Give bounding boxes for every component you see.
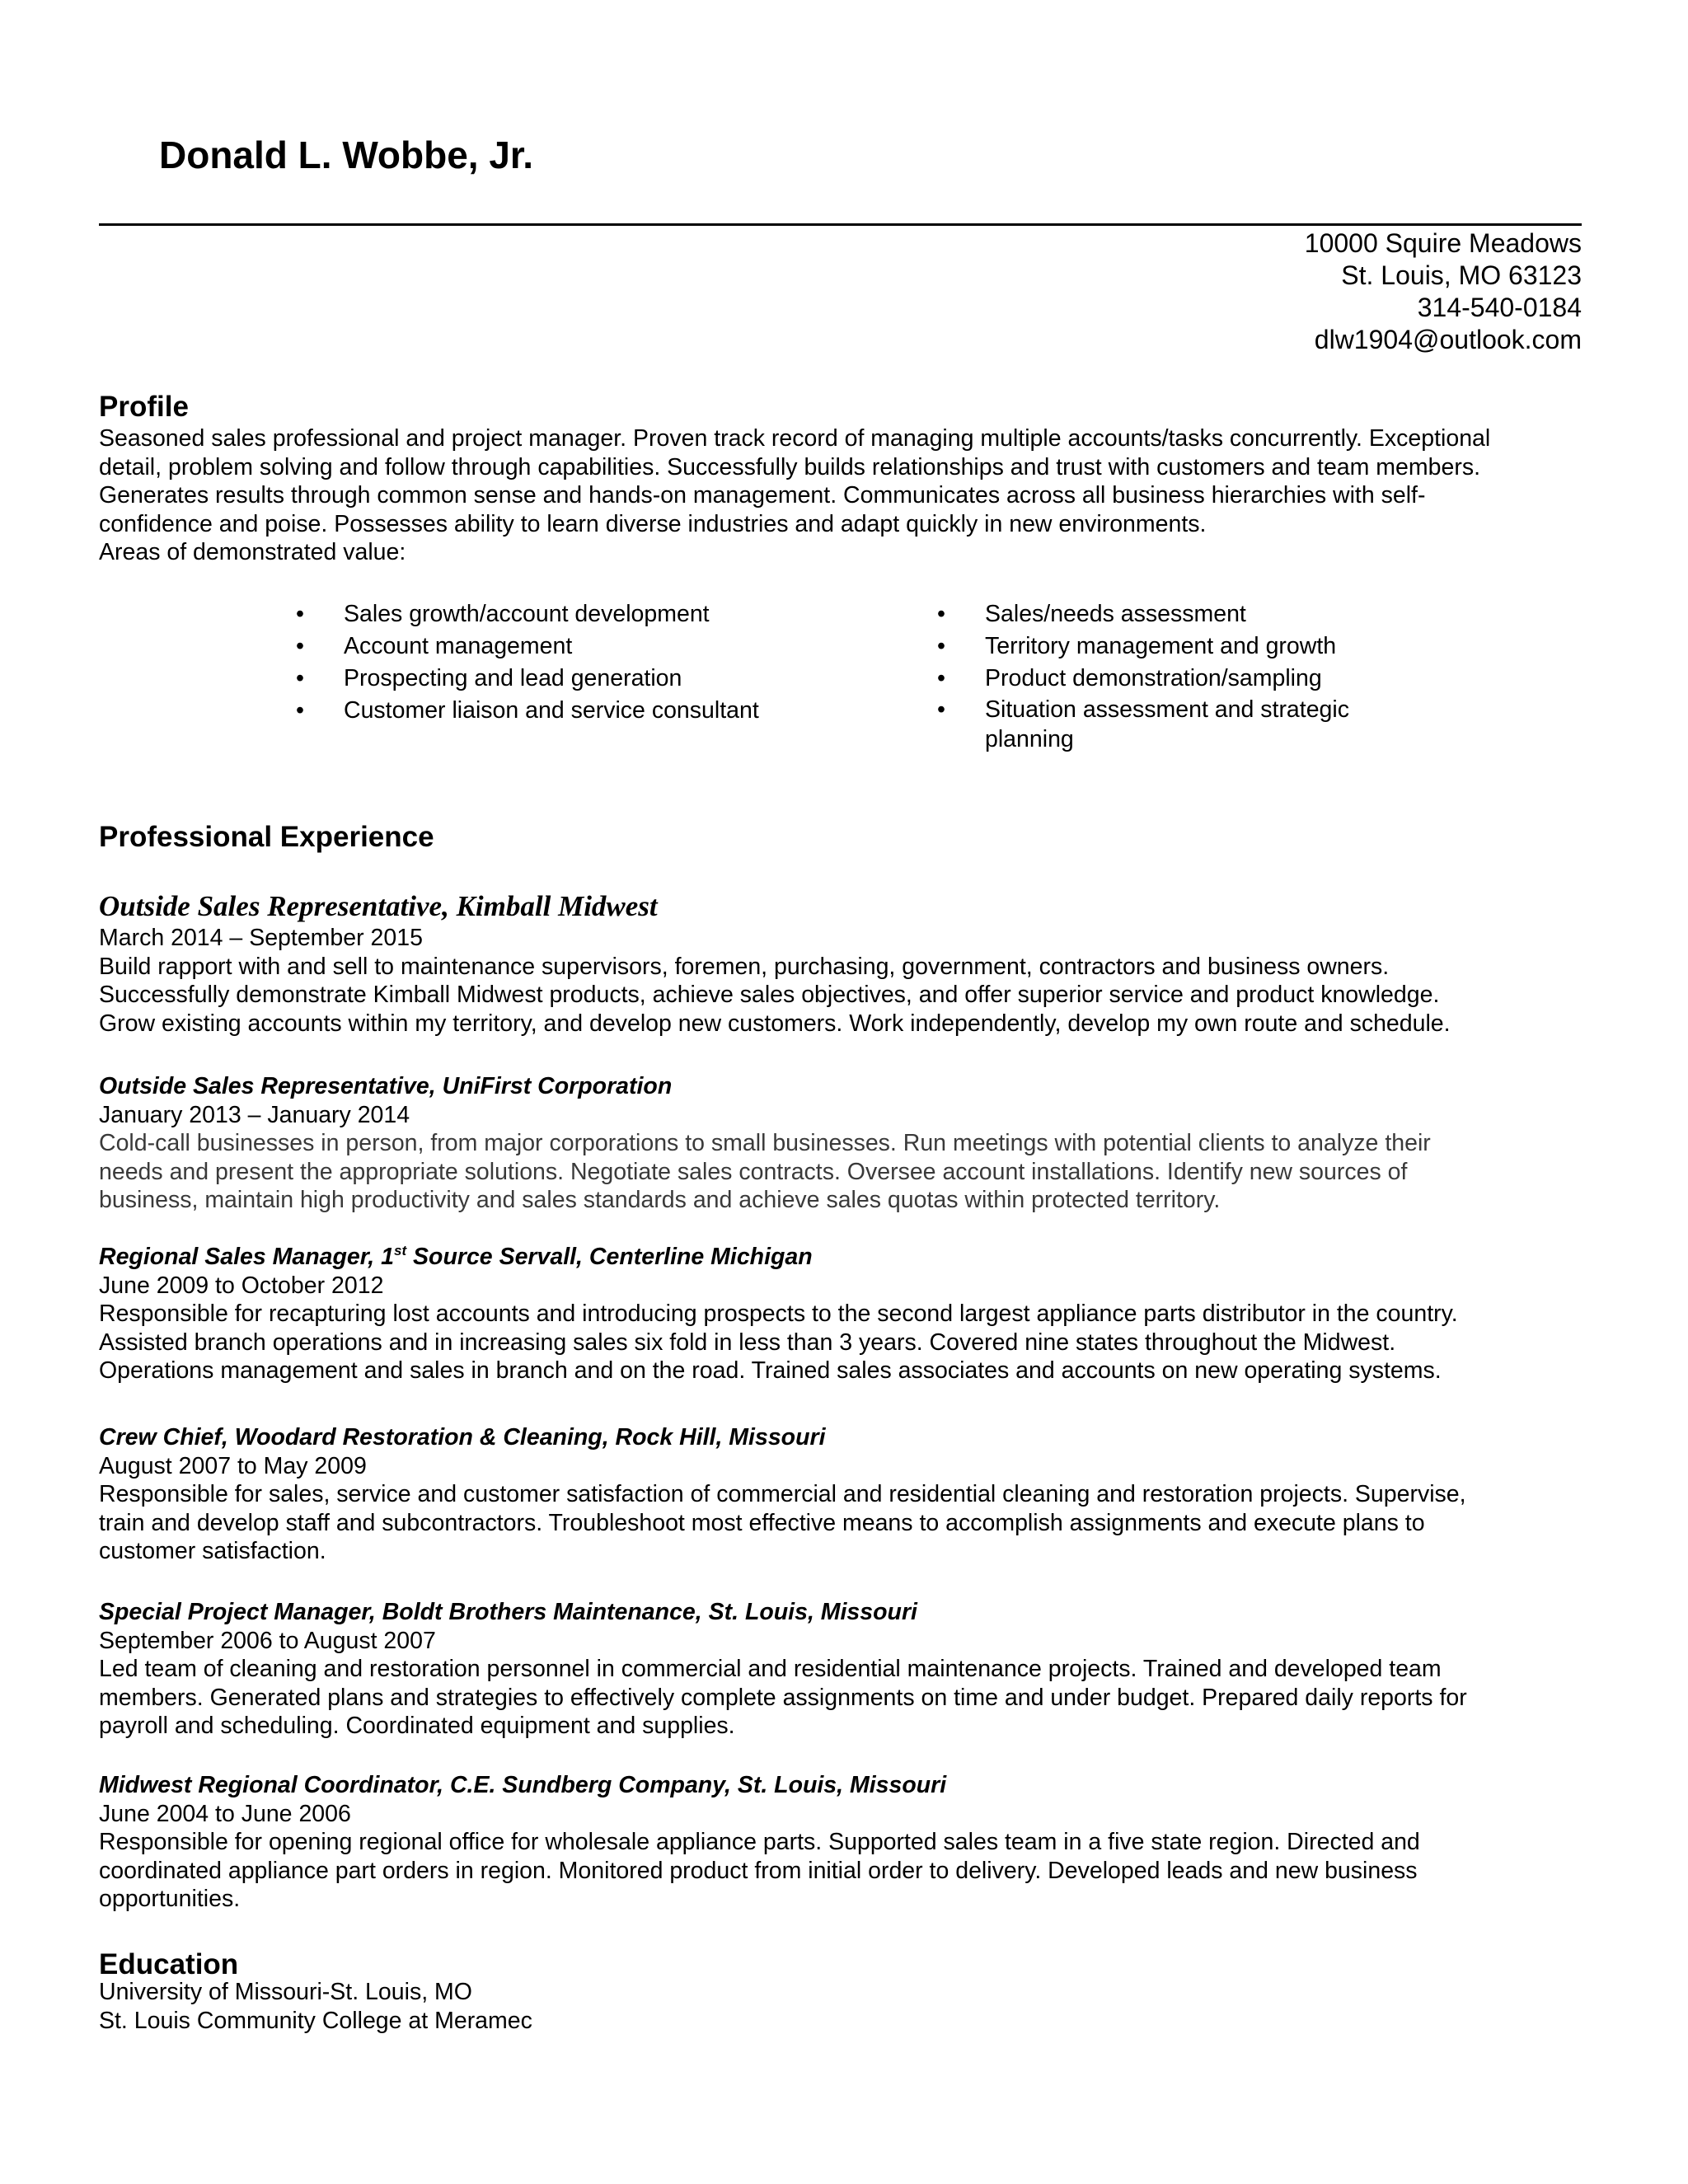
bullet-icon: • <box>937 633 945 659</box>
bullet-icon: • <box>296 697 304 724</box>
list-item: • Sales/needs assessment <box>985 598 1349 630</box>
job-entry <box>99 1598 1582 1741</box>
job-entry <box>99 1243 1582 1385</box>
areas-label: Areas of demonstrated value: <box>99 539 406 565</box>
education-list <box>99 1978 532 2035</box>
job-description: Build rapport with and sell to maintenance supervisors, foremen, purchasing, government, contractors and business owners. Successfully demonstrate Kimball Midwest products, achieve sales objectives, and offer superior service and product knowledge. Grow existing accounts within my territory, and develop new customers. Work independently, develop my own route and schedule. <box>99 953 1451 1037</box>
contact-street: 10000 Squire Meadows <box>1304 228 1582 258</box>
contact-block <box>1305 227 1582 356</box>
job-dates: September 2006 to August 2007 <box>99 1627 436 1654</box>
job-description: Responsible for sales, service and customer satisfaction of commercial and residential cleaning and restoration projects. Supervise, train and develop staff and subcontractors. Troubleshoot most effective means to accomplish assignments and execute plans to customer satisfaction. <box>99 1481 1466 1564</box>
bullet-icon: • <box>937 696 945 723</box>
list-item: • Situation assessment and strategic planning <box>937 696 1349 752</box>
bullet-icon: • <box>937 601 945 627</box>
school-name: University of Missouri-St. Louis, MO <box>99 1979 472 2005</box>
profile-line: Generates results through common sense and hands-on management. Communicates across all business hierarchies with self- <box>99 482 1426 509</box>
job-description: Responsible for opening regional office for wholesale appliance parts. Supported sales team in a five state region. Directed and coordinated appliance part orders in region. Monitored product from initial order to delivery. Developed leads and new business opportunities. <box>99 1829 1420 1912</box>
profile-summary <box>99 424 1582 567</box>
areas-list-right <box>937 598 1349 754</box>
list-item: • Customer liaison and service consultant <box>344 695 759 727</box>
education-heading: Education <box>99 1948 239 1980</box>
header-divider <box>99 223 1582 226</box>
job-title: Midwest Regional Coordinator, C.E. Sundberg Company, St. Louis, Missouri <box>99 1772 947 1798</box>
school-name: St. Louis Community College at Meramec <box>99 2007 532 2034</box>
job-dates: March 2014 – September 2015 <box>99 925 423 951</box>
experience-heading: Professional Experience <box>99 821 434 853</box>
contact-city: St. Louis, MO 63123 <box>1341 260 1582 290</box>
list-item: • Territory management and growth <box>985 630 1349 663</box>
job-dates: June 2009 to October 2012 <box>99 1272 384 1299</box>
job-title: Outside Sales Representative, UniFirst Corporation <box>99 1073 673 1099</box>
bullet-icon: • <box>296 601 304 627</box>
job-entry <box>99 1072 1582 1215</box>
list-item: • Sales growth/account development <box>344 598 759 630</box>
job-description: Led team of cleaning and restoration personnel in commercial and residential maintenance projects. Trained and developed team members. Generated plans and strategies to effectively complete assignments on time and under budget. Prepared daily reports for payroll and scheduling. Coordinated equipment and supplies. <box>99 1656 1467 1739</box>
list-item: • Prospecting and lead generation <box>344 663 759 695</box>
job-dates: June 2004 to June 2006 <box>99 1800 351 1827</box>
job-description: Responsible for recapturing lost accounts and introducing prospects to the second largest appliance parts distributor in the country. Assisted branch operations and in increasing sales six fold in less than 3 years. Covered nine states throughout the Midwest. Operations management and sales in branch and on the road. Trained sales associates and accounts on new operating systems. <box>99 1301 1458 1384</box>
job-title: Outside Sales Representative, Kimball Midwest <box>99 890 658 922</box>
candidate-name: Donald L. Wobbe, Jr. <box>159 134 534 176</box>
list-item: • Product demonstration/sampling <box>985 663 1349 695</box>
job-title: Regional Sales Manager, 1st Source Servall, Centerline Michigan <box>99 1243 813 1270</box>
contact-email: dlw1904@outlook.com <box>1314 325 1582 354</box>
job-dates: January 2013 – January 2014 <box>99 1101 410 1128</box>
profile-line: Seasoned sales professional and project manager. Proven track record of managing multiple accounts/tasks concurrently. Exceptional <box>99 425 1491 452</box>
profile-line: detail, problem solving and follow through capabilities. Successfully builds relationships and trust with customers and team members. <box>99 453 1480 480</box>
bullet-icon: • <box>296 665 304 691</box>
job-entry <box>99 1771 1582 1914</box>
job-entry <box>99 889 1582 1038</box>
profile-line: confidence and poise. Possesses ability to learn diverse industries and adapt quickly in new environments. <box>99 510 1207 537</box>
profile-heading: Profile <box>99 391 189 423</box>
job-entry <box>99 1423 1582 1566</box>
job-title: Special Project Manager, Boldt Brothers Maintenance, St. Louis, Missouri <box>99 1599 917 1625</box>
job-description: Cold-call businesses in person, from major corporations to small businesses. Run meetings with potential clients to analyze their needs and present the appropriate solutions. Negotiate sales contracts. Oversee account installations. Identify new sources of business, maintain high productivity and sales standards and achieve sales quotas within protected territory. <box>99 1130 1431 1213</box>
contact-phone: 314-540-0184 <box>1417 293 1582 322</box>
list-item: • Account management <box>344 630 759 663</box>
bullet-icon: • <box>937 665 945 691</box>
areas-list-left <box>296 598 759 727</box>
bullet-icon: • <box>296 633 304 659</box>
job-title: Crew Chief, Woodard Restoration & Cleaning, Rock Hill, Missouri <box>99 1424 826 1451</box>
job-dates: August 2007 to May 2009 <box>99 1452 367 1479</box>
